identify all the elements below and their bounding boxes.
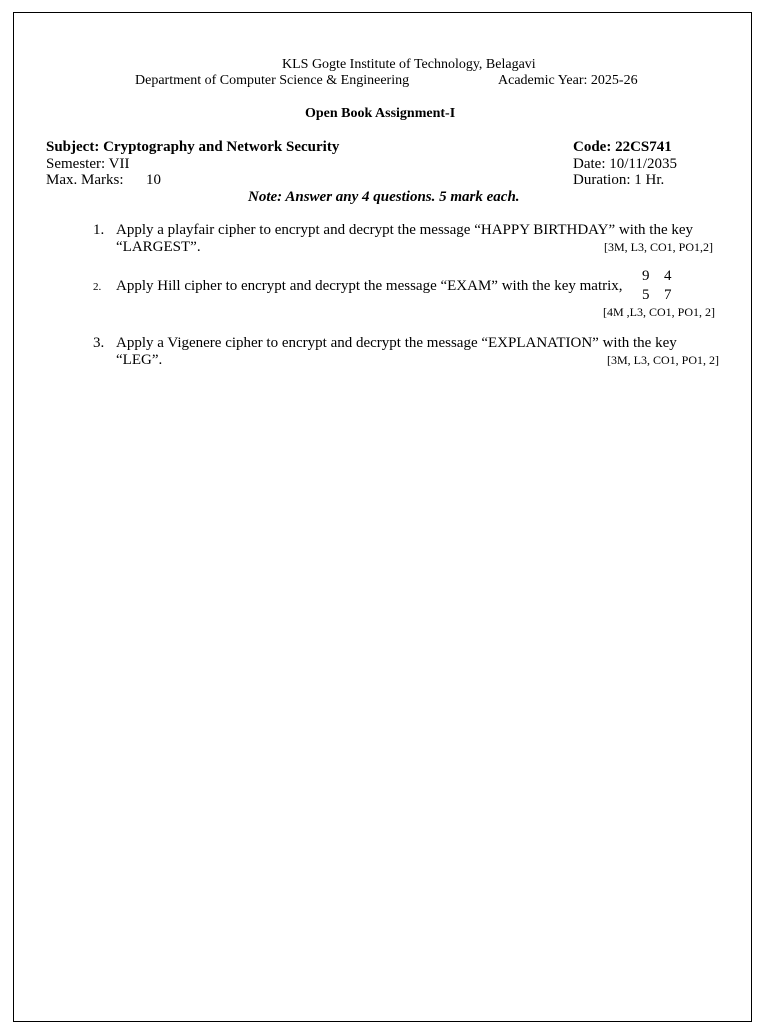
question-1-number: 1.	[93, 222, 105, 238]
question-2-number: 2.	[93, 281, 102, 293]
key-matrix-r2c1: 5	[642, 287, 650, 303]
course-code: Code: 22CS741	[573, 139, 672, 155]
question-1-text-cont: “LARGEST”.	[116, 239, 201, 255]
subject-line: Subject: Cryptography and Network Security	[46, 139, 340, 155]
question-3-marks: [3M, L3, CO1, PO1, 2]	[607, 353, 720, 367]
question-3-text-cont: “LEG”.	[116, 352, 163, 368]
academic-year: Academic Year: 2025-26	[498, 73, 638, 88]
key-matrix-r1c2: 4	[664, 268, 672, 284]
exam-date: Date: 10/11/2035	[573, 156, 678, 172]
question-3-text: Apply a Vigenere cipher to encrypt and decrypt the message “EXPLANATION” with the key	[116, 335, 677, 351]
max-marks-label: Max. Marks:	[46, 172, 124, 188]
question-1-text: Apply a playfair cipher to encrypt and decrypt the message “HAPPY BIRTHDAY” with the key	[116, 222, 694, 238]
institute-name: KLS Gogte Institute of Technology, Belagavi	[282, 57, 536, 72]
question-1-marks: [3M, L3, CO1, PO1,2]	[604, 240, 714, 254]
question-2-text: Apply Hill cipher to encrypt and decrypt the message “EXAM” with the key matrix,	[116, 278, 623, 294]
key-matrix-r1c1: 9	[642, 268, 650, 284]
max-marks-value: 10	[146, 172, 161, 188]
duration: Duration: 1 Hr.	[573, 172, 665, 188]
page-title: Open Book Assignment-I	[305, 106, 456, 121]
instruction-note: Note: Answer any 4 questions. 5 mark each.	[248, 189, 520, 205]
question-3-number: 3.	[93, 335, 105, 351]
key-matrix-r2c2: 7	[664, 287, 672, 303]
question-2-marks: [4M ,L3, CO1, PO1, 2]	[603, 305, 716, 319]
department-name: Department of Computer Science & Engineering	[135, 73, 410, 88]
semester: Semester: VII	[46, 156, 130, 172]
